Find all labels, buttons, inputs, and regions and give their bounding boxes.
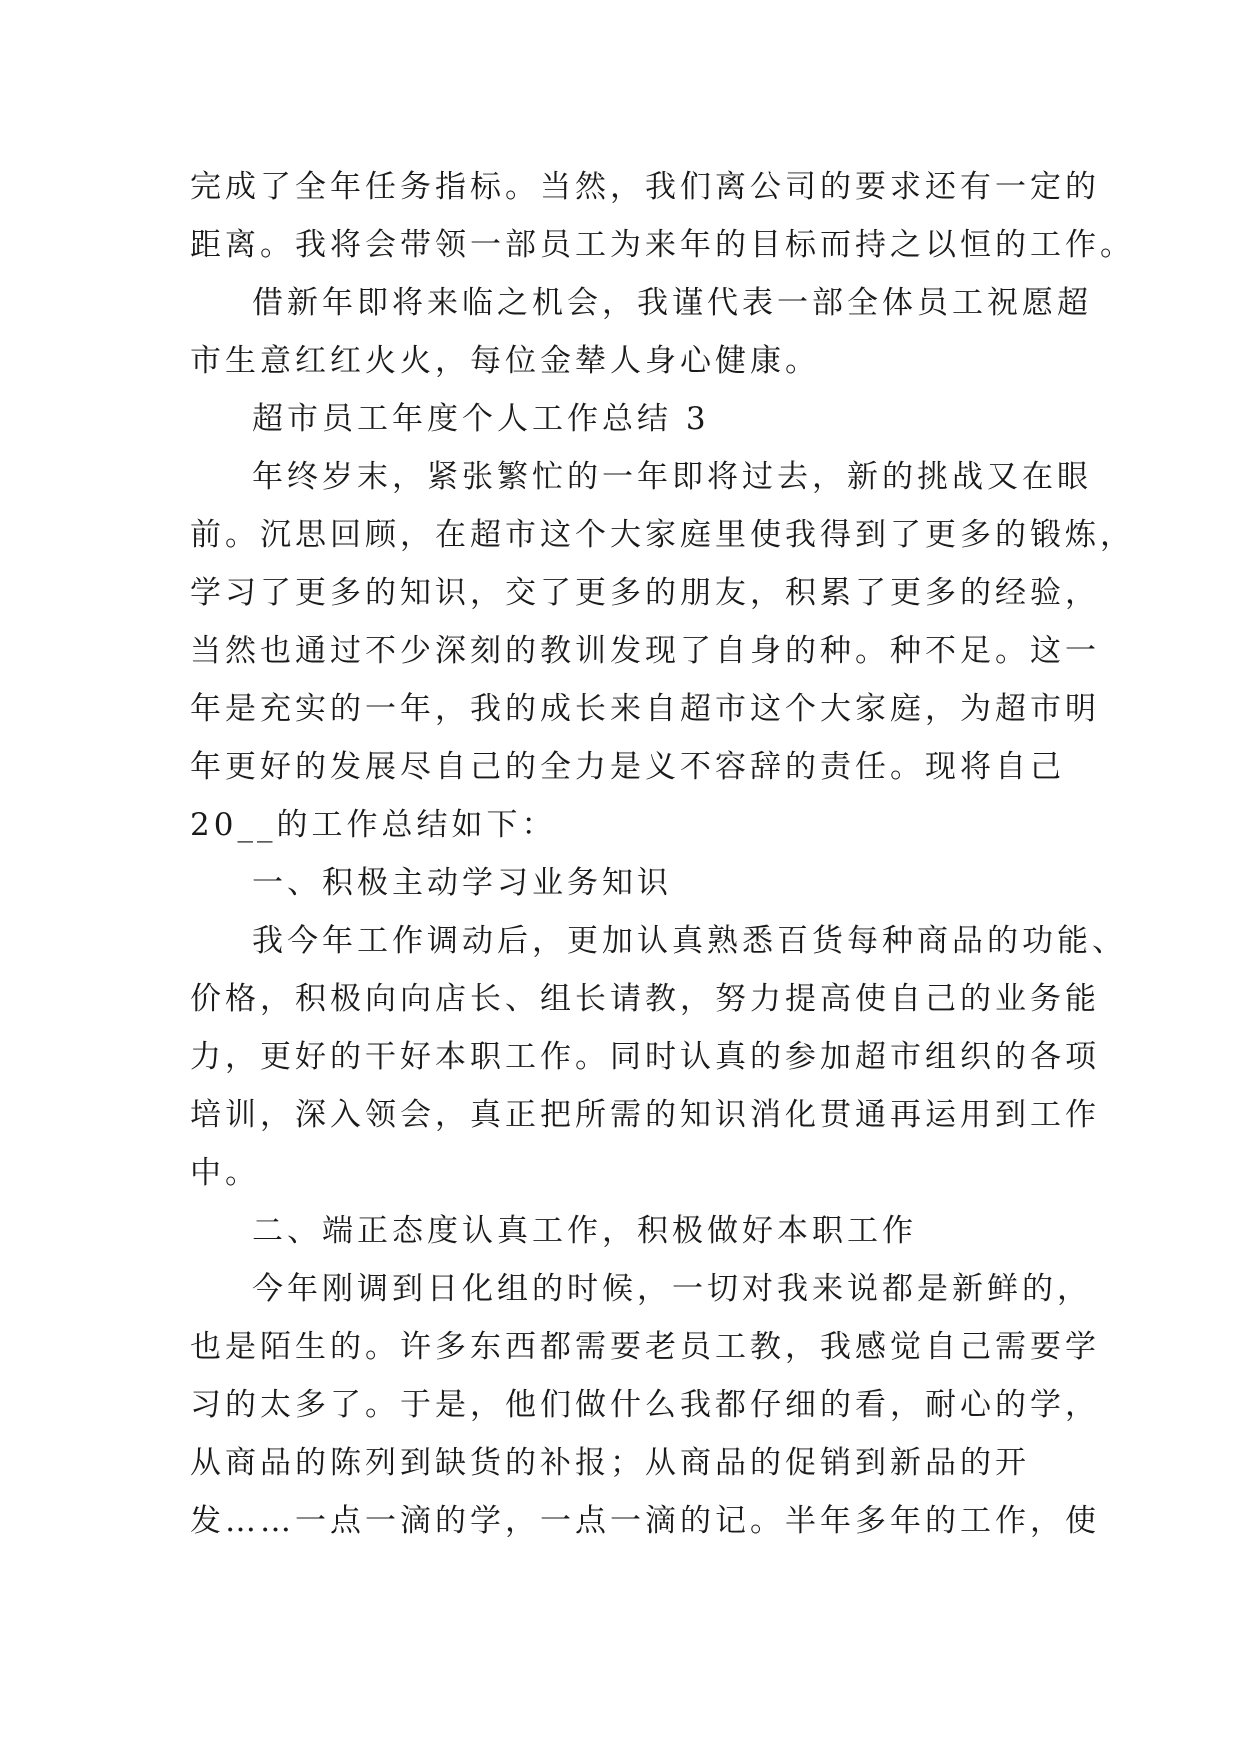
paragraph-start-line: 我今年工作调动后，更加认真熟悉百货每种商品的功能、 bbox=[252, 923, 1127, 959]
subsection-heading: 一、积极主动学习业务知识 bbox=[252, 865, 672, 901]
document-body bbox=[190, 158, 1135, 1550]
text-line: 距离。我将会带领一部员工为来年的目标而持之以恒的工作。 bbox=[190, 227, 1135, 263]
text-line: 年更好的发展尽自己的全力是义不容辞的责任。现将自己 bbox=[190, 749, 1065, 785]
text-line: 前。沉思回顾，在超市这个大家庭里使我得到了更多的锻炼， bbox=[190, 517, 1135, 553]
text-line: 中。 bbox=[190, 1155, 260, 1191]
paragraph-start-line: 借新年即将来临之机会，我谨代表一部全体员工祝愿超 bbox=[252, 285, 1092, 321]
subsection-heading: 二、端正态度认真工作，积极做好本职工作 bbox=[252, 1213, 917, 1249]
text-line: 完成了全年任务指标。当然，我们离公司的要求还有一定的 bbox=[190, 169, 1100, 205]
text-line: 年是充实的一年，我的成长来自超市这个大家庭，为超市明 bbox=[190, 691, 1100, 727]
section-title: 超市员工年度个人工作总结 3 bbox=[252, 401, 710, 437]
paragraph-start-line: 今年刚调到日化组的时候，一切对我来说都是新鲜的， bbox=[252, 1271, 1092, 1307]
text-line: 培训，深入领会，真正把所需的知识消化贯通再运用到工作 bbox=[190, 1097, 1100, 1133]
text-line: 价格，积极向向店长、组长请教，努力提高使自己的业务能 bbox=[190, 981, 1100, 1017]
text-line: 习的太多了。于是，他们做什么我都仔细的看，耐心的学， bbox=[190, 1387, 1100, 1423]
text-line: 力，更好的干好本职工作。同时认真的参加超市组织的各项 bbox=[190, 1039, 1100, 1075]
text-line: 市生意红红火火，每位金辇人身心健康。 bbox=[190, 343, 820, 379]
text-line: 从商品的陈列到缺货的补报；从商品的促销到新品的开 bbox=[190, 1445, 1030, 1481]
text-line: 也是陌生的。许多东西都需要老员工教，我感觉自己需要学 bbox=[190, 1329, 1100, 1365]
paragraph-start-line: 年终岁末，紧张繁忙的一年即将过去，新的挑战又在眼 bbox=[252, 459, 1092, 495]
text-line: 当然也通过不少深刻的教训发现了自身的种。种不足。这一 bbox=[190, 633, 1100, 669]
text-line: 学习了更多的知识，交了更多的朋友，积累了更多的经验， bbox=[190, 575, 1100, 611]
text-line: 发……一点一滴的学，一点一滴的记。半年多年的工作，使 bbox=[190, 1503, 1100, 1539]
text-line: 20__的工作总结如下： bbox=[190, 807, 557, 843]
